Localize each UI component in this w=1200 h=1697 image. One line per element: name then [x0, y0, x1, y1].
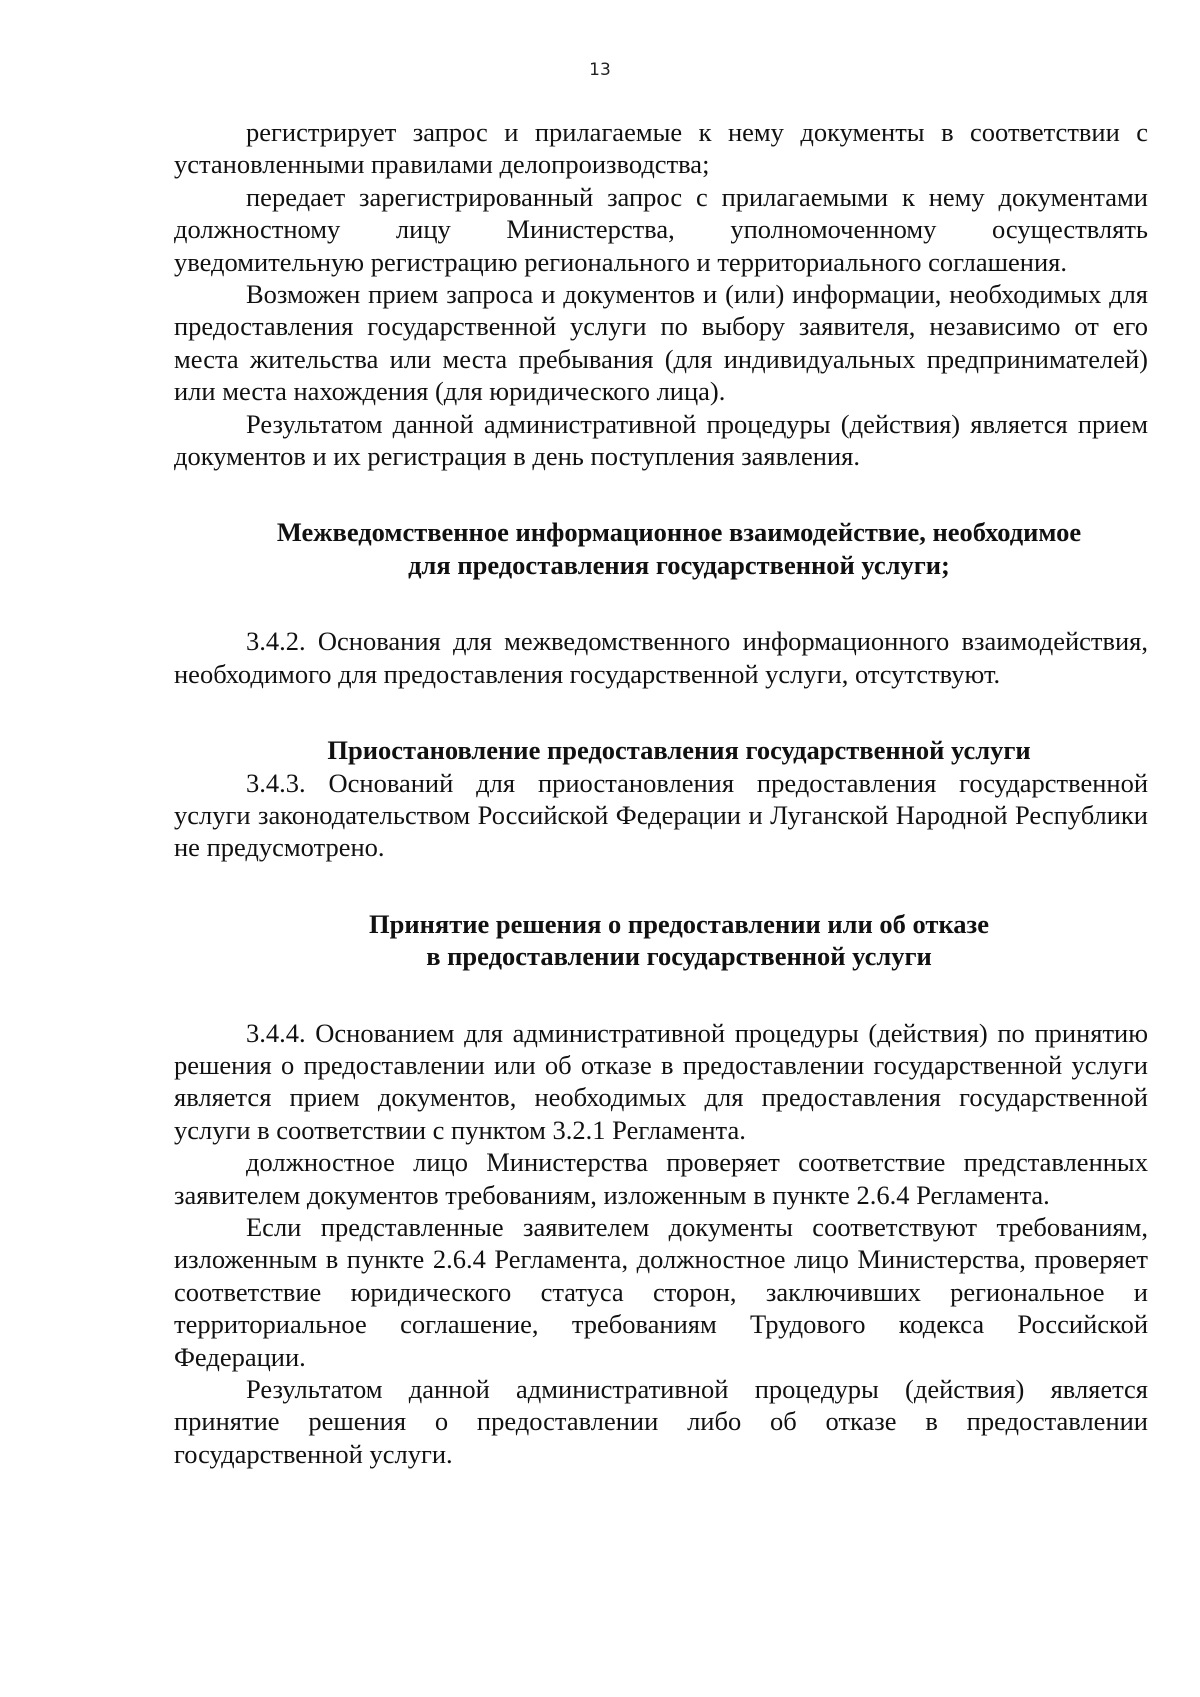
body-paragraph: 3.4.4. Основанием для административной процедуры (действия) по принятию решения о предоставлении или об отказе в предоставлении государственной услуги является прием документов, необходимых для предоставления государственной услуги в соответствии с пунктом 3.2.1 Регламента. [174, 1017, 1148, 1145]
heading-line: для предоставления государственной услуги; [408, 549, 950, 580]
body-paragraph: передает зарегистрированный запрос с прилагаемыми к нему документами должностному лицу Министерства, уполномоченному осуществлять уведомительную регистрацию регионального и территориального соглашения. [174, 181, 1148, 277]
body-paragraph: Возможен прием запроса и документов и (или) информации, необходимых для предоставления государственной услуги по выбору заявителя, независимо от его места жительства или места пребывания (для индивидуальных предпринимателей) или места нахождения (для юридического лица). [174, 279, 1148, 407]
body-paragraph: Результатом данной административной процедуры (действия) является прием документов и их регистрация в день поступления заявления. [174, 408, 1148, 472]
section-spacer [174, 864, 1148, 908]
body-paragraph: Если представленные заявителем документы соответствуют требованиям, изложенным в пункте 2.6.4 Регламента, должностное лицо Министерства, проверяет соответствие юридического статуса сторон, заключивших региональное и территориальное соглашение, требованиям Трудового кодекса Российской Федерации. [174, 1211, 1148, 1372]
body-paragraph: 3.4.2. Основания для межведомственного информационного взаимодействия, необходимого для предоставления государственной услуги, отсутствуют. [174, 626, 1148, 689]
page-number: 13 [589, 60, 611, 80]
section-spacer [174, 472, 1148, 516]
body-paragraph: Результатом данной административной процедуры (действия) является принятие решения о предоставлении либо об отказе в предоставлении государственной услуги. [174, 1374, 1148, 1469]
heading-line: Межведомственное информационное взаимодействие, необходимое [276, 517, 1082, 548]
heading-line: Приостановление предоставления государственной услуги [327, 735, 1031, 766]
body-paragraph: регистрирует запрос и прилагаемые к нему документы в соответствии с установленными правилами делопроизводства; [174, 117, 1148, 180]
section-heading-suspension [174, 734, 1148, 766]
body-paragraph: должностное лицо Министерства проверяет соответствие представленных заявителем документов требованиям, изложенным в пункте 2.6.4 Регламента. [174, 1147, 1148, 1210]
section-spacer [174, 581, 1148, 625]
document-body [174, 116, 1148, 1470]
heading-line: Принятие решения о предоставлении или об отказе [369, 908, 989, 939]
section-spacer [174, 690, 1148, 734]
section-spacer [174, 973, 1148, 1017]
section-heading-decision [174, 908, 1148, 973]
section-heading-interagency [174, 516, 1148, 581]
body-paragraph: 3.4.3. Оснований для приостановления предоставления государственной услуги законодательством Российской Федерации и Луганской Народной Республики не предусмотрено. [174, 767, 1148, 863]
heading-line: в предоставлении государственной услуги [426, 941, 932, 972]
